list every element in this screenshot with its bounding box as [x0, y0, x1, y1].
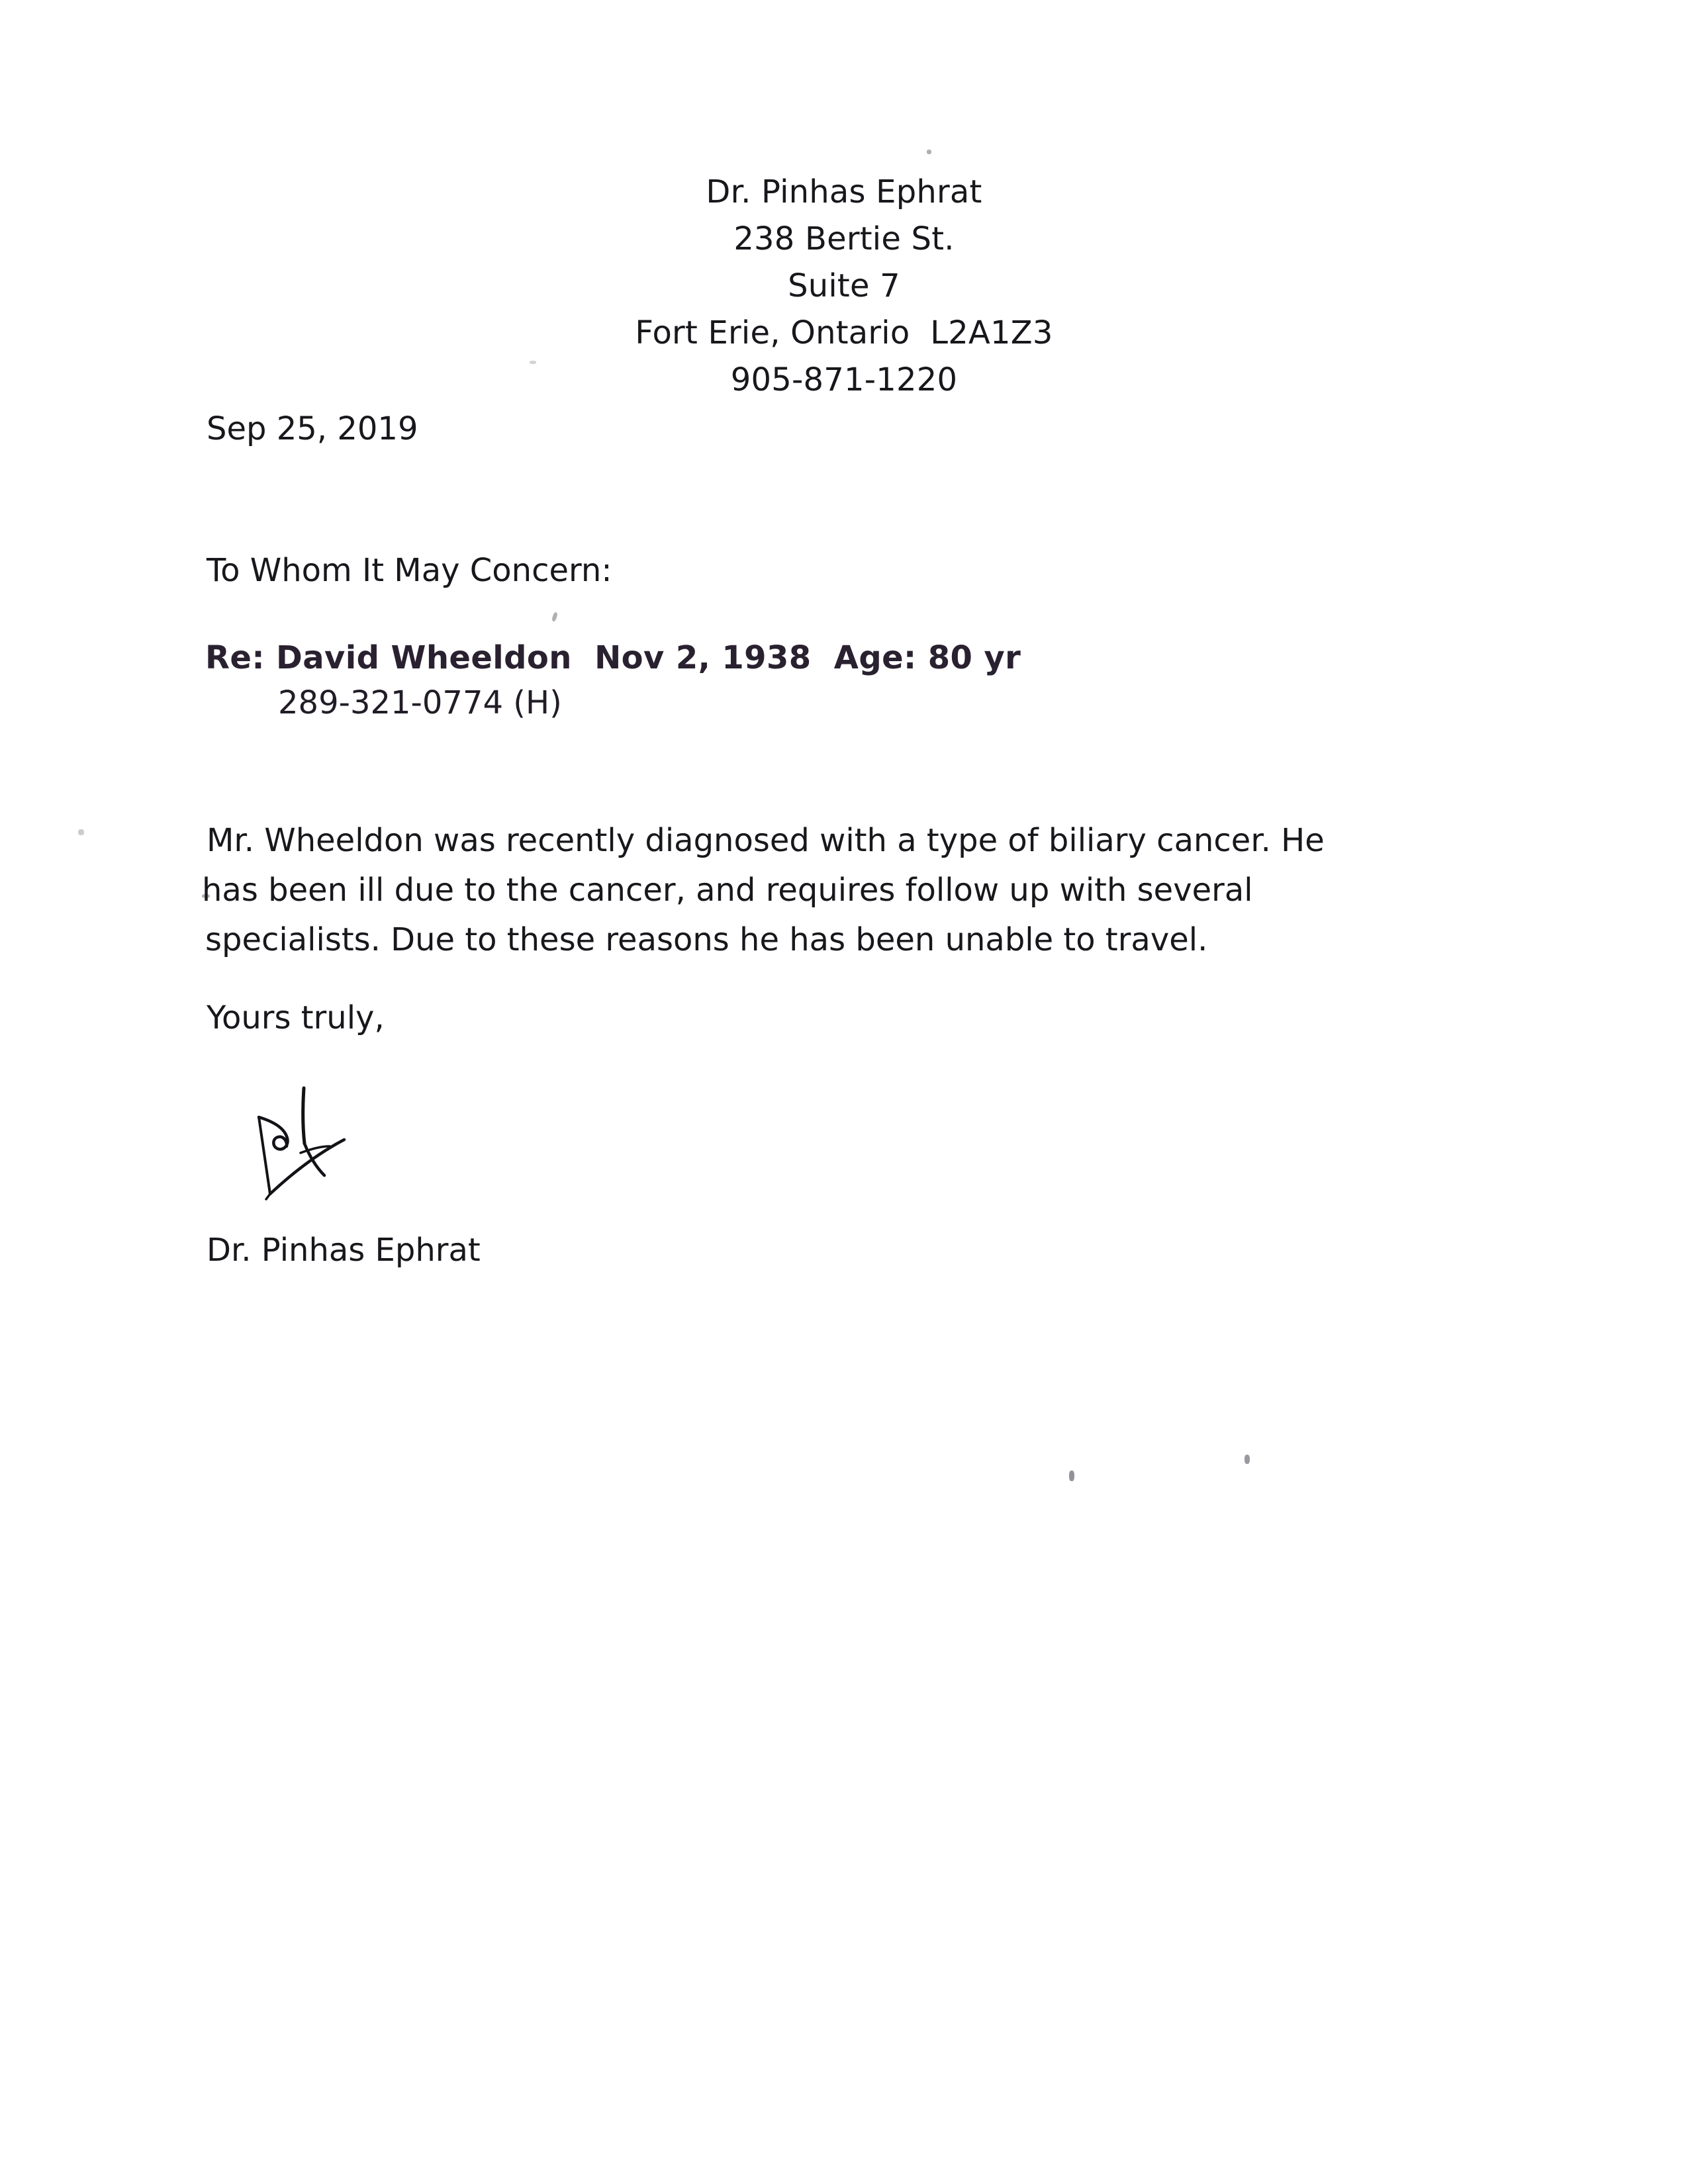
letterhead-city-province-postal: Fort Erie, Ontario L2A1Z3 — [635, 314, 1053, 351]
scan-speckle — [927, 150, 931, 154]
body-line-3: specialists. Due to these reasons he has been unable to travel. — [205, 921, 1208, 958]
patient-phone: 289-321-0774 (H) — [278, 684, 562, 721]
body-line-1: Mr. Wheeldon was recently diagnosed with a type of biliary cancer. He — [207, 822, 1325, 859]
letterhead-suite: Suite 7 — [788, 267, 900, 304]
body-paragraph — [202, 816, 1524, 965]
signature-icon — [250, 1083, 376, 1218]
subject-line: Re: David Wheeldon Nov 2, 1938 Age: 80 yr — [205, 639, 1021, 676]
letterhead-street: 238 Bertie St. — [733, 220, 955, 257]
scan-speckle — [551, 612, 558, 621]
letter-date: Sep 25, 2019 — [207, 410, 418, 447]
letterhead-doctor-name: Dr. Pinhas Ephrat — [706, 173, 982, 210]
letterhead-phone: 905-871-1220 — [730, 361, 958, 398]
letterhead — [0, 169, 1688, 404]
scan-speckle — [1244, 1455, 1250, 1464]
signature-printed-name: Dr. Pinhas Ephrat — [207, 1232, 481, 1269]
salutation: To Whom It May Concern: — [207, 552, 612, 589]
scan-speckle — [78, 829, 84, 835]
closing-salutation: Yours truly, — [207, 999, 385, 1036]
body-line-2: has been ill due to the cancer, and requires follow up with several — [202, 872, 1253, 909]
scan-speckle — [1069, 1471, 1074, 1481]
